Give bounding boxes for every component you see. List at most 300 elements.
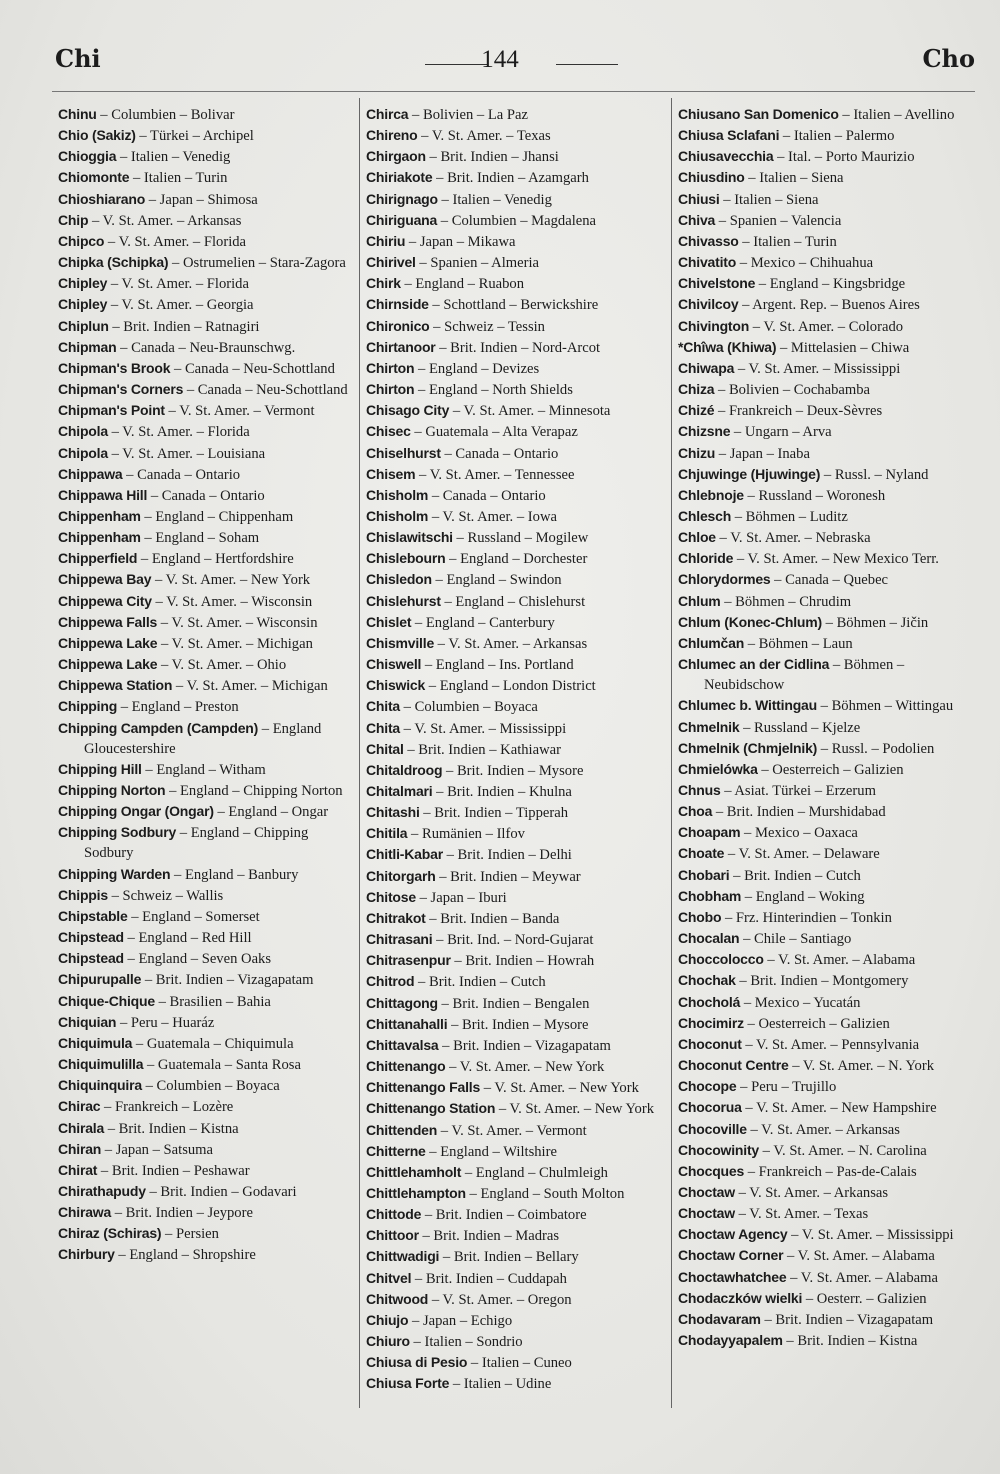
gazetteer-entry bbox=[366, 929, 666, 950]
place-location: – V. St. Amer. – New Hampshire bbox=[741, 1100, 937, 1117]
gazetteer-entry bbox=[678, 1330, 978, 1351]
gazetteer-entry bbox=[58, 548, 356, 569]
place-name: Chita bbox=[366, 719, 401, 736]
column-divider-1 bbox=[359, 98, 360, 1408]
place-name: Chiquimula bbox=[58, 1034, 133, 1051]
place-location: – Italien – Venedig bbox=[116, 149, 231, 166]
place-location: – England – Canterbury bbox=[411, 614, 555, 631]
place-location: – Böhmen – Luditz bbox=[731, 508, 848, 525]
place-location: – V. St. Amer. – Michigan bbox=[157, 635, 313, 652]
place-location: – V. St. Amer. – New York bbox=[445, 1059, 605, 1076]
gazetteer-entry bbox=[58, 885, 356, 906]
gazetteer-entry bbox=[366, 1183, 666, 1204]
gazetteer-entry bbox=[366, 866, 666, 887]
gazetteer-entry bbox=[58, 1139, 356, 1160]
place-name: Chitrakot bbox=[366, 909, 426, 926]
gazetteer-entry bbox=[58, 421, 356, 442]
gazetteer-entry bbox=[366, 844, 666, 865]
place-name: Chirk bbox=[366, 275, 401, 292]
gazetteer-entry bbox=[58, 1223, 356, 1244]
gazetteer-entry bbox=[366, 1120, 666, 1141]
place-location: – Brit. Indien – Cutch bbox=[414, 974, 546, 991]
gazetteer-entry bbox=[366, 316, 666, 337]
gazetteer-entry bbox=[58, 1012, 356, 1033]
place-name: Chiza bbox=[678, 381, 715, 398]
place-location: – Brit. Indien – Jeypore bbox=[111, 1205, 253, 1222]
place-name: Chittlehamholt bbox=[366, 1163, 462, 1180]
place-location: – Brit. Indien – Coimbatore bbox=[421, 1207, 587, 1224]
place-location: – Böhmen – Jičin bbox=[821, 614, 929, 631]
place-name: Choctaw bbox=[678, 1205, 735, 1222]
gazetteer-entry bbox=[678, 421, 978, 442]
place-location: – England – Chippenham bbox=[140, 508, 294, 525]
place-name: Chittenango Station bbox=[366, 1100, 496, 1117]
place-location: – V. St. Amer. – N. York bbox=[788, 1058, 934, 1075]
place-name: Chiswell bbox=[366, 656, 422, 673]
place-name: Chocope bbox=[678, 1078, 737, 1095]
place-name: Chlum bbox=[678, 592, 721, 609]
place-location: – Italien – Udine bbox=[449, 1376, 552, 1393]
gazetteer-entry bbox=[366, 358, 666, 379]
place-name: Chisem bbox=[366, 465, 416, 482]
place-location: – England – Chulmleigh bbox=[461, 1164, 608, 1181]
gazetteer-entry bbox=[678, 252, 978, 273]
place-name: Chiva bbox=[678, 211, 716, 228]
place-location: – V. St. Amer. – Wisconsin bbox=[151, 593, 313, 610]
place-name: Chitose bbox=[366, 888, 416, 905]
gazetteer-entry bbox=[366, 612, 666, 633]
place-name: Chizsne bbox=[678, 423, 731, 440]
place-name: Chirnside bbox=[366, 296, 429, 313]
place-location: – Schweiz – Wallis bbox=[107, 887, 224, 904]
gazetteer-entry bbox=[58, 316, 356, 337]
place-location: – Chile – Santiago bbox=[739, 931, 852, 948]
gazetteer-entry bbox=[366, 1225, 666, 1246]
place-location: – Italien – Sondrio bbox=[409, 1334, 523, 1351]
place-name: Choctawhatchee bbox=[678, 1268, 787, 1285]
gazetteer-entry bbox=[58, 443, 356, 464]
place-location: – England – Dorchester bbox=[445, 551, 588, 568]
gazetteer-entry bbox=[366, 696, 666, 717]
place-location: – England – Chislehurst bbox=[440, 593, 586, 610]
place-name: Chitaldroog bbox=[366, 761, 443, 778]
gazetteer-entry bbox=[678, 1309, 978, 1330]
place-location: – V. St. Amer. – Iowa bbox=[428, 508, 557, 525]
place-name: Chiusa di Pesio bbox=[366, 1354, 468, 1371]
place-name: Chirton bbox=[366, 359, 415, 376]
place-location: – England – Hertfordshire bbox=[137, 551, 294, 568]
place-location: – Japan – Mikawa bbox=[405, 233, 516, 250]
place-location: – Brit. Indien – Ratnagiri bbox=[108, 318, 260, 335]
running-head-left: Chi bbox=[55, 44, 101, 73]
place-location: – Italien – Turin bbox=[129, 170, 228, 187]
place-name: Choctaw Agency bbox=[678, 1226, 788, 1243]
place-name: Chirca bbox=[366, 106, 409, 122]
gazetteer-entry bbox=[678, 633, 978, 654]
gazetteer-entry bbox=[678, 780, 978, 801]
place-location: – England – Seven Oaks bbox=[123, 951, 272, 968]
place-name: Chisholm bbox=[366, 486, 429, 503]
place-location: – Canada – Ontario bbox=[122, 466, 241, 483]
gazetteer-entry bbox=[58, 400, 356, 421]
place-location: – V. St. Amer. – Michigan bbox=[172, 678, 328, 695]
place-location: – Brit. Indien – Madras bbox=[418, 1228, 560, 1245]
place-location: – Brit. Indien – Bengalen bbox=[437, 995, 590, 1012]
place-location: – Brit. Indien – Vizagapatam bbox=[141, 972, 314, 989]
place-location: – Russland – Mogilew bbox=[452, 530, 589, 547]
place-location: – Guatemala – Alta Verapaz bbox=[410, 424, 578, 441]
gazetteer-entry bbox=[366, 1331, 666, 1352]
place-name: Chipstead bbox=[58, 950, 124, 967]
place-location: – Peru – Huaráz bbox=[116, 1014, 215, 1031]
place-name: Chisledon bbox=[366, 571, 432, 588]
place-location: – Ital. – Porto Maurizio bbox=[773, 149, 915, 166]
place-name: Chiriakote bbox=[366, 169, 433, 186]
gazetteer-entry bbox=[678, 506, 978, 527]
place-location: – Ungarn – Arva bbox=[730, 424, 832, 441]
place-location: – Canada – Neu-Schottland bbox=[170, 360, 335, 377]
place-name: Chipping Sodbury bbox=[58, 824, 177, 841]
gazetteer-entry bbox=[58, 612, 356, 633]
gazetteer-entry bbox=[366, 569, 666, 590]
place-name: Chocoville bbox=[678, 1120, 747, 1137]
gazetteer-entry bbox=[678, 1119, 978, 1140]
gazetteer-entry bbox=[58, 696, 356, 717]
place-name: Chmielówka bbox=[678, 760, 758, 777]
place-location: – England – Witham bbox=[141, 761, 266, 778]
gazetteer-entry bbox=[58, 780, 356, 801]
gazetteer-entry bbox=[58, 675, 356, 696]
place-location: – Canada – Neu-Braunschwg. bbox=[116, 339, 296, 356]
place-name: Chocowinity bbox=[678, 1141, 760, 1158]
gazetteer-entry bbox=[366, 718, 666, 739]
gazetteer-entry bbox=[678, 759, 978, 780]
place-location: – Brit. Indien – Khulna bbox=[432, 784, 572, 800]
place-location: – V. St. Amer. – Louisiana bbox=[107, 445, 266, 462]
place-location: – V. St. Amer. – Colorado bbox=[749, 318, 904, 335]
place-location: – V. St. Amer. – Delaware bbox=[724, 846, 880, 863]
page-number: 144 bbox=[481, 46, 519, 73]
place-name: Chipley bbox=[58, 296, 108, 313]
place-name: Chocorua bbox=[678, 1099, 742, 1116]
place-name: Chittenango bbox=[366, 1058, 446, 1075]
place-name: Chiusa Forte bbox=[366, 1375, 450, 1392]
place-name: Chlumec an der Cidlina bbox=[678, 656, 830, 673]
gazetteer-entry bbox=[58, 864, 356, 885]
column-2 bbox=[366, 104, 666, 1404]
place-location: – Japan – Echigo bbox=[408, 1312, 513, 1329]
place-name: Chloe bbox=[678, 529, 716, 546]
place-name: Chippawa bbox=[58, 465, 123, 482]
place-location: – V. St. Amer. – Arkansas bbox=[734, 1184, 889, 1201]
gazetteer-entry bbox=[678, 1245, 978, 1266]
place-location: – Japan – Iburi bbox=[415, 889, 507, 906]
place-name: Chippewa Falls bbox=[58, 613, 158, 630]
place-name: Chittanahalli bbox=[366, 1015, 448, 1032]
place-location: – England – London District bbox=[425, 678, 596, 695]
place-name: Chirgaon bbox=[366, 148, 426, 165]
place-name: Chirton bbox=[366, 381, 415, 398]
place-location: – V. St. Amer. – Tennessee bbox=[415, 466, 575, 483]
gazetteer-entry bbox=[678, 527, 978, 548]
place-location: – V. St. Amer. – Mississippi bbox=[734, 360, 901, 377]
place-name: Chiquian bbox=[58, 1013, 117, 1030]
gazetteer-entry bbox=[678, 1140, 978, 1161]
place-location: – V. St. Amer. – Vermont bbox=[437, 1122, 587, 1139]
place-name: Chivatito bbox=[678, 254, 737, 271]
place-location: – England – Ongar bbox=[213, 804, 329, 821]
gazetteer-entry bbox=[678, 1076, 978, 1097]
place-location: – England – Soham bbox=[140, 530, 260, 547]
place-location: – Spanien – Valencia bbox=[715, 212, 842, 229]
place-name: Choccolocco bbox=[678, 951, 764, 968]
place-location: – Italien – Siena bbox=[719, 191, 819, 208]
place-location: – Brit. Indien – Montgomery bbox=[735, 973, 909, 990]
place-location: – Brit. Indien – Nord-Arcot bbox=[435, 339, 601, 356]
gazetteer-entry bbox=[678, 1013, 978, 1034]
place-name: Chittenango Falls bbox=[366, 1079, 481, 1096]
gazetteer-entry bbox=[58, 337, 356, 358]
place-name: Chiujo bbox=[366, 1311, 409, 1328]
gazetteer-entry bbox=[366, 1056, 666, 1077]
gazetteer-entry bbox=[678, 801, 978, 822]
gazetteer-entry bbox=[366, 1014, 666, 1035]
gazetteer-entry bbox=[678, 1161, 978, 1182]
place-location: – Columbien – Boyaca bbox=[400, 699, 538, 716]
gazetteer-entry bbox=[678, 104, 978, 125]
place-name: Chitli-Kabar bbox=[366, 846, 443, 863]
place-location: – Guatemala – Santa Rosa bbox=[143, 1057, 301, 1074]
place-location: – V. St. Amer. – Florida bbox=[107, 276, 249, 293]
place-location: – England – Ins. Portland bbox=[421, 657, 574, 674]
place-name: Chippenham bbox=[58, 507, 141, 524]
place-location: – Oesterreich – Galizien bbox=[757, 761, 904, 778]
place-name: Chipman's Point bbox=[58, 402, 165, 419]
place-name: Choconut Centre bbox=[678, 1057, 789, 1074]
gazetteer-entry bbox=[58, 591, 356, 612]
place-location: – England – North Shields bbox=[414, 382, 573, 399]
gazetteer-entry bbox=[58, 927, 356, 948]
gazetteer-entry bbox=[678, 1224, 978, 1245]
gazetteer-entry bbox=[678, 1182, 978, 1203]
column-1 bbox=[58, 104, 356, 1404]
place-name: Chippewa Lake bbox=[58, 656, 158, 673]
place-location: – Canada – Ontario bbox=[428, 487, 546, 504]
column-divider-2 bbox=[671, 98, 672, 1408]
place-name: Chivelstone bbox=[678, 275, 756, 292]
place-name: Chipola bbox=[58, 423, 108, 440]
place-location: – Brit. Indien – Azamgarh bbox=[432, 170, 589, 187]
place-location: – Mittelasien – Chiwa bbox=[776, 339, 910, 356]
place-name: Chiriu bbox=[366, 232, 406, 249]
header-dash-right bbox=[556, 64, 618, 65]
place-name: Chittlehampton bbox=[366, 1184, 466, 1201]
gazetteer-entry bbox=[366, 210, 666, 231]
gazetteer-entry bbox=[366, 506, 666, 527]
place-name: Chitrasani bbox=[366, 931, 433, 948]
place-location: – England – Swindon bbox=[431, 572, 562, 589]
place-location: – Italien – Turin bbox=[738, 233, 837, 250]
gazetteer-entry bbox=[58, 633, 356, 654]
gazetteer-entry bbox=[678, 400, 978, 421]
place-name: Chironico bbox=[366, 317, 430, 334]
place-location: – England – Somerset bbox=[127, 908, 260, 925]
place-name: Chiquimulilla bbox=[58, 1056, 144, 1073]
gazetteer-entry bbox=[58, 231, 356, 252]
place-location: – Schottland – Berwickshire bbox=[428, 297, 599, 314]
place-name: Chlebnoje bbox=[678, 486, 744, 503]
place-name: Chiquinquira bbox=[58, 1077, 142, 1094]
gazetteer-entry bbox=[366, 1246, 666, 1267]
place-name: *Chîwa (Khiwa) bbox=[678, 338, 777, 355]
place-location: – England – Ruabon bbox=[400, 276, 525, 293]
place-location: – V. St. Amer. – Arkansas bbox=[88, 212, 242, 229]
gazetteer-entry bbox=[366, 1310, 666, 1331]
gazetteer-entry bbox=[58, 464, 356, 485]
place-name: Chipping Norton bbox=[58, 782, 166, 798]
place-name: Chlorydormes bbox=[678, 571, 771, 588]
gazetteer-entry bbox=[366, 104, 666, 125]
place-location: – Böhmen – Wittingau bbox=[816, 698, 954, 715]
place-location: – Mexico – Yucatán bbox=[740, 994, 861, 1011]
gazetteer-entry bbox=[678, 231, 978, 252]
place-location: – Guatemala – Chiquimula bbox=[132, 1035, 294, 1052]
place-name: Chislehurst bbox=[366, 592, 441, 609]
place-name: Chipperfield bbox=[58, 550, 138, 567]
gazetteer-entry bbox=[366, 950, 666, 971]
gazetteer-entry bbox=[678, 294, 978, 315]
place-name: Chislet bbox=[366, 613, 412, 630]
place-location: – Brasilien – Bahia bbox=[154, 993, 271, 1010]
gazetteer-entry bbox=[678, 970, 978, 991]
gazetteer-entry bbox=[678, 337, 978, 358]
place-name: Chique-Chique bbox=[58, 992, 155, 1009]
place-location: – Russland – Woronesh bbox=[743, 487, 886, 504]
place-location: – Brit. Indien – Mysore bbox=[442, 762, 584, 779]
place-name: Chio (Sakiz) bbox=[58, 127, 136, 144]
place-name: Chittagong bbox=[366, 994, 438, 1011]
gazetteer-entry bbox=[58, 104, 356, 125]
place-name: Chirac bbox=[58, 1098, 101, 1115]
place-name: Chippis bbox=[58, 886, 108, 903]
place-location: – Peru – Trujillo bbox=[736, 1079, 837, 1096]
place-location: – Italien – Avellino bbox=[838, 107, 955, 123]
place-name: Chivilcoy bbox=[678, 296, 739, 313]
gazetteer-entry bbox=[366, 527, 666, 548]
place-location: – England – Chipping Sodbury bbox=[84, 825, 309, 862]
place-name: Chioshiarano bbox=[58, 190, 146, 207]
place-name: Chitrod bbox=[366, 973, 415, 990]
gazetteer-entry bbox=[366, 993, 666, 1014]
place-location: – V. St. Amer. – New Mexico Terr. bbox=[733, 551, 939, 568]
gazetteer-entry bbox=[678, 210, 978, 231]
gazetteer-entry bbox=[366, 337, 666, 358]
place-location: – V. St. Amer. – Arkansas bbox=[434, 635, 588, 652]
gazetteer-entry bbox=[58, 358, 356, 379]
place-location: – England – Wiltshire bbox=[425, 1143, 557, 1160]
gazetteer-entry bbox=[366, 908, 666, 929]
place-location: – England – South Molton bbox=[465, 1185, 625, 1202]
place-location: – Brit. Indien – Kathiawar bbox=[403, 741, 561, 758]
place-name: Chipka (Schipka) bbox=[58, 254, 169, 271]
gazetteer-entry bbox=[366, 443, 666, 464]
place-name: Chipco bbox=[58, 232, 105, 249]
place-name: Chlesch bbox=[678, 507, 732, 524]
gazetteer-entry bbox=[58, 822, 356, 863]
place-location: – England – Shropshire bbox=[114, 1247, 256, 1264]
place-name: Chiomonte bbox=[58, 169, 130, 186]
gazetteer-entry bbox=[678, 907, 978, 928]
place-location: – Russl. – Nyland bbox=[820, 466, 929, 483]
place-location: – Brit. Indien – Mysore bbox=[447, 1016, 589, 1033]
place-location: – Brit. Indien – Murshidabad bbox=[712, 804, 886, 821]
gazetteer-entry bbox=[678, 125, 978, 146]
place-location: – V. St. Amer. – Pennsylvania bbox=[741, 1036, 920, 1053]
gazetteer-entry bbox=[366, 421, 666, 442]
gazetteer-entry bbox=[58, 1202, 356, 1223]
place-name: Choa bbox=[678, 803, 713, 820]
place-location: – Columbien – Magdalena bbox=[437, 212, 597, 229]
place-name: Chismville bbox=[366, 634, 435, 651]
place-name: Chiusano San Domenico bbox=[678, 106, 839, 122]
place-name: Chnus bbox=[678, 782, 721, 798]
place-name: Chivington bbox=[678, 317, 750, 334]
place-name: Chobham bbox=[678, 887, 742, 904]
place-location: – Brit. Indien – Howrah bbox=[450, 953, 595, 970]
gazetteer-entry bbox=[678, 358, 978, 379]
place-name: Chippenham bbox=[58, 529, 141, 546]
place-location: – Italien – Cuneo bbox=[467, 1355, 572, 1372]
place-name: Chipman bbox=[58, 338, 117, 355]
place-location: – Canada – Ontario bbox=[440, 445, 559, 462]
place-location: – Canada – Neu-Schottland bbox=[183, 382, 348, 399]
gazetteer-entry bbox=[678, 316, 978, 337]
place-name: Chiriguana bbox=[366, 211, 438, 228]
place-location: – Frz. Hinterindien – Tonkin bbox=[721, 909, 892, 926]
gazetteer-entry bbox=[366, 294, 666, 315]
place-name: Chittavalsa bbox=[366, 1036, 439, 1053]
place-name: Chodavaram bbox=[678, 1310, 761, 1327]
place-location: – Oesterreich – Galizien bbox=[743, 1015, 890, 1032]
gazetteer-entry bbox=[366, 1098, 666, 1119]
gazetteer-entry bbox=[366, 1352, 666, 1373]
gazetteer-entry bbox=[58, 1033, 356, 1054]
place-location: – Asiat. Türkei – Erzerum bbox=[720, 783, 876, 799]
gazetteer-entry bbox=[58, 273, 356, 294]
place-location: – Brit. Indien – Godavari bbox=[145, 1183, 297, 1200]
place-name: Chitterne bbox=[366, 1142, 426, 1159]
gazetteer-entry bbox=[366, 654, 666, 675]
place-location: – Columbien – Boyaca bbox=[141, 1078, 280, 1095]
place-location: – Brit. Indien – Tipperah bbox=[419, 805, 569, 822]
place-location: – Italien – Venedig bbox=[437, 191, 552, 208]
place-name: Chmelnik bbox=[678, 718, 740, 735]
place-name: Chittode bbox=[366, 1206, 422, 1223]
place-location: – Brit. Indien – Vizagapatam bbox=[438, 1037, 611, 1054]
place-name: Chipman's Corners bbox=[58, 381, 184, 398]
place-location: – England – Kingsbridge bbox=[755, 276, 906, 293]
place-name: Chiran bbox=[58, 1140, 102, 1157]
place-name: Chocimirz bbox=[678, 1014, 744, 1031]
place-name: Chippawa Hill bbox=[58, 486, 148, 503]
gazetteer-entry bbox=[366, 548, 666, 569]
running-head-right: Cho bbox=[922, 44, 975, 73]
place-name: Chipping Warden bbox=[58, 865, 171, 882]
place-name: Chitorgarh bbox=[366, 867, 436, 884]
gazetteer-entry bbox=[366, 1077, 666, 1098]
gazetteer-entry bbox=[58, 1181, 356, 1202]
place-location: – England – Woking bbox=[741, 888, 865, 905]
